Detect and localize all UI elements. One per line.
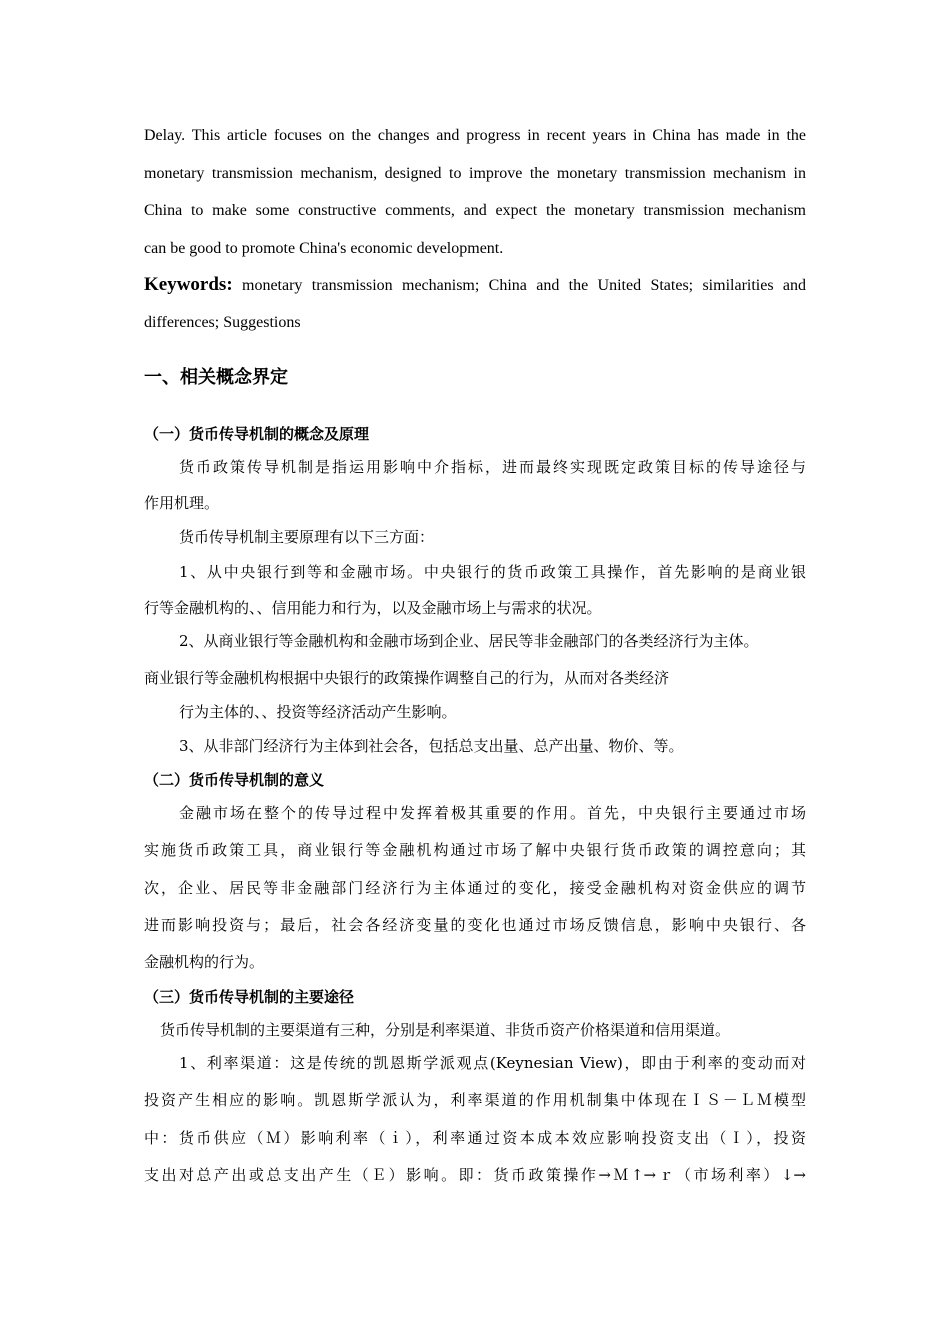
paragraph-line: 商业银行等金融机构根据中央银行的政策操作调整自己的行为，从而对各类经济 [144, 669, 670, 687]
paragraph-line: 2、从商业银行等金融机构和金融市场到企业、居民等非金融部门的各类经济行为主体。 [179, 632, 759, 650]
paragraph-line: 实施货币政策工具，商业银行等金融机构通过市场了解中央银行货币政策的调控意向；其 [144, 841, 806, 859]
abstract-line: China to make some constructive comments, and expect the monetary transmission mechanism [144, 202, 806, 219]
paragraph-line: 作用机理。 [144, 494, 220, 512]
paragraph-line: 投资产生相应的影响。凯恩斯学派认为，利率渠道的作用机制集中体现在ＩＳ－ＬＭ模型 [144, 1091, 806, 1109]
paragraph-line: 货币传导机制的主要渠道有三种，分别是利率渠道、非货币资产价格渠道和信用渠道。 [160, 1021, 731, 1039]
abstract-line: can be good to promote China's economic development. [144, 240, 504, 257]
subsection-heading: （三）货币传导机制的主要途径 [144, 988, 355, 1006]
paragraph-line: 金融市场在整个的传导过程中发挥着极其重要的作用。首先，中央银行主要通过市场 [179, 804, 806, 822]
abstract-line: monetary transmission mechanism, designed to improve the monetary transmission mechanism in [144, 165, 806, 182]
paragraph-line: 1、利率渠道：这是传统的凯恩斯学派观点(Keynesian View)，即由于利率的变动而对 [179, 1054, 806, 1072]
paragraph-line: 支出对总产出或总支出产生（Ｅ）影响。即：货币政策操作→Ｍ↑→ｒ（市场利率）↓→ [144, 1166, 806, 1184]
paragraph-line: 行为主体的、、投资等经济活动产生影响。 [179, 703, 457, 721]
section-heading: 一、相关概念界定 [144, 367, 288, 388]
paragraph-line: 1、从中央银行到等和金融市场。中央银行的货币政策工具操作，首先影响的是商业银 [179, 563, 806, 581]
keywords-line: differences; Suggestions [144, 314, 301, 331]
keywords-label: Keywords: [144, 274, 233, 295]
keywords-text: monetary transmission mechanism; China and the United States; similarities and [232, 277, 806, 294]
paragraph-line: 进而影响投资与；最后，社会各经济变量的变化也通过市场反馈信息，影响中央银行、各 [144, 916, 806, 934]
paragraph-line: 货币政策传导机制是指运用影响中介指标，进而最终实现既定政策目标的传导途径与 [179, 458, 806, 476]
paragraph-line: 货币传导机制主要原理有以下三方面： [179, 528, 435, 546]
subsection-heading: （二）货币传导机制的意义 [144, 771, 325, 789]
paragraph-line: 次，企业、居民等非金融部门经济行为主体通过的变化，接受金融机构对资金供应的调节 [144, 879, 806, 897]
paragraph-line: 中：货币供应（Ｍ）影响利率（ｉ），利率通过资本成本效应影响投资支出（Ｉ），投资 [144, 1129, 806, 1147]
paragraph-line: 金融机构的行为。 [144, 953, 265, 971]
keywords-line [144, 274, 806, 297]
paragraph-line: 行等金融机构的、、信用能力和行为，以及金融市场上与需求的状况。 [144, 599, 602, 617]
subsection-heading: （一）货币传导机制的概念及原理 [144, 425, 370, 443]
paragraph-line: 3、从非部门经济行为主体到社会各，包括总支出量、总产出量、物价、等。 [179, 737, 684, 755]
abstract-line: Delay. This article focuses on the changes and progress in recent years in China has made in the [144, 127, 806, 144]
